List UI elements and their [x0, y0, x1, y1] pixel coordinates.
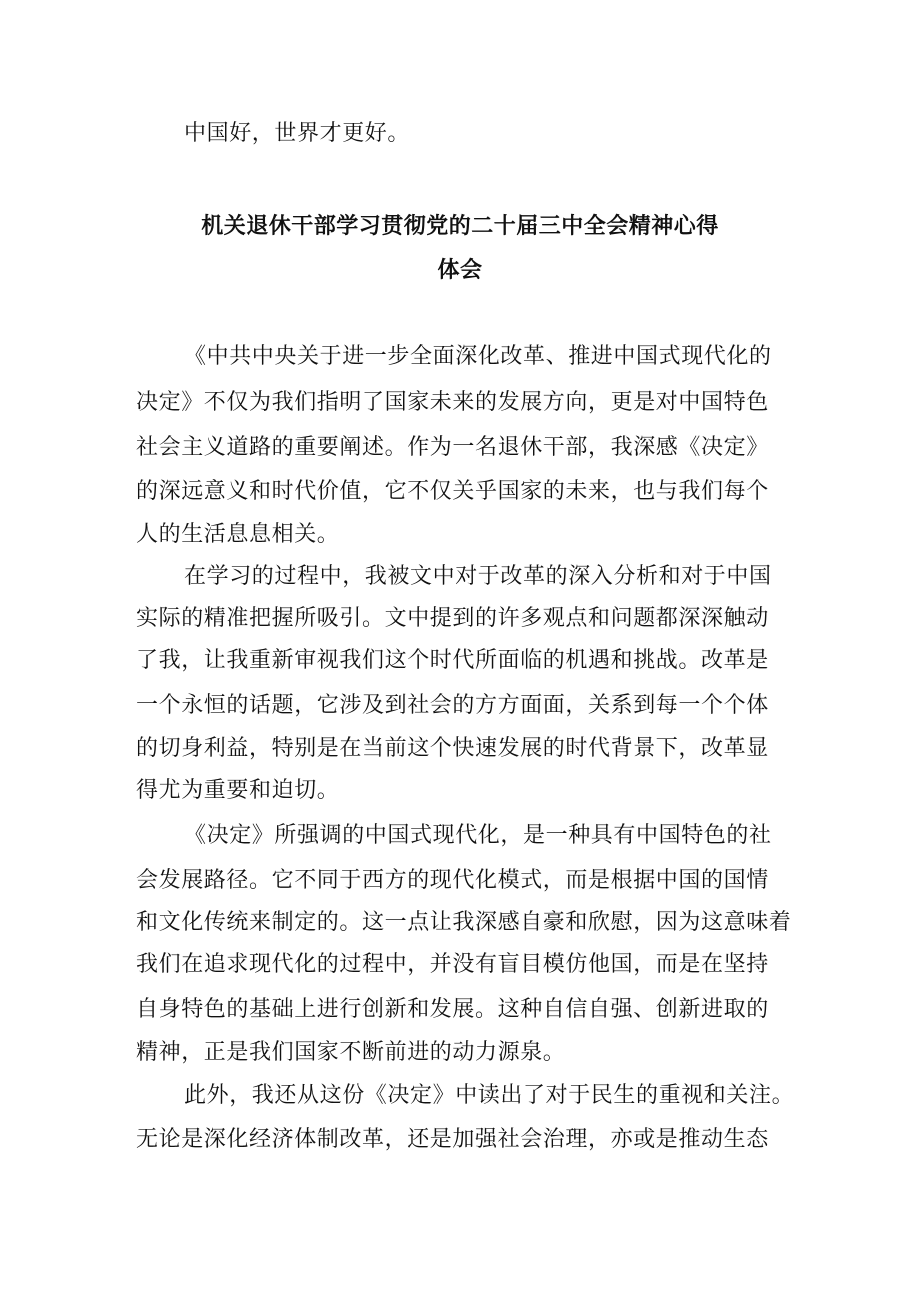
paragraph-3-line-1: 《决定》所强调的中国式现代化，是一种具有中国特色的社: [184, 823, 772, 848]
paragraph-3-line-6: 精神，正是我们国家不断前进的动力源泉。: [136, 1040, 566, 1065]
paragraph-1-line-1: 《中共中央关于进一步全面深化改革、推进中国式现代化的: [184, 344, 772, 369]
paragraph-1-line-3: 社会主义道路的重要阐述。作为一名退休干部，我深感《决定》: [136, 435, 769, 460]
paragraph-4-line-2: 无论是深化经济体制改革，还是加强社会治理，亦或是推动生态: [136, 1127, 769, 1152]
paragraph-1-line-4: 的深远意义和时代价值，它不仅关乎国家的未来，也与我们每个: [136, 479, 769, 504]
document-title-line-1: 机关退休干部学习贯彻党的二十届三中全会精神心得: [201, 214, 719, 239]
paragraph-2-line-1: 在学习的过程中，我被文中对于改革的深入分析和对于中国: [184, 564, 772, 589]
paragraph-4-line-1: 此外，我还从这份《决定》中读出了对于民生的重视和关注。: [184, 1083, 795, 1108]
paragraph-2-line-6: 得尤为重要和迫切。: [136, 778, 340, 803]
paragraph-3-line-5: 自身特色的基础上进行创新和发展。这种自信自强、创新进取的: [136, 997, 769, 1022]
paragraph-2-line-4: 一个永恒的话题，它涉及到社会的方方面面，关系到每一个个体: [136, 693, 769, 718]
intro-line: 中国好，世界才更好。: [184, 121, 411, 146]
paragraph-3-line-2: 会发展路径。它不同于西方的现代化模式，而是根据中国的国情: [136, 868, 769, 893]
paragraph-3-line-3: 和文化传统来制定的。这一点让我深感自豪和欣慰，因为这意味着: [136, 910, 792, 935]
paragraph-2-line-5: 的切身利益，特别是在当前这个快速发展的时代背景下，改革显: [136, 736, 769, 761]
paragraph-2-line-3: 了我，让我重新审视我们这个时代所面临的机遇和挑战。改革是: [136, 648, 769, 673]
paragraph-1-line-5: 人的生活息息相关。: [136, 522, 340, 547]
paragraph-1-line-2: 决定》不仅为我们指明了国家未来的发展方向，更是对中国特色: [136, 390, 769, 415]
paragraph-3-line-4: 我们在追求现代化的过程中，并没有盲目模仿他国，而是在坚持: [136, 952, 769, 977]
paragraph-2-line-2: 实际的精准把握所吸引。文中提到的许多观点和问题都深深触动: [136, 606, 769, 631]
document-title-line-2: 体会: [437, 258, 483, 283]
